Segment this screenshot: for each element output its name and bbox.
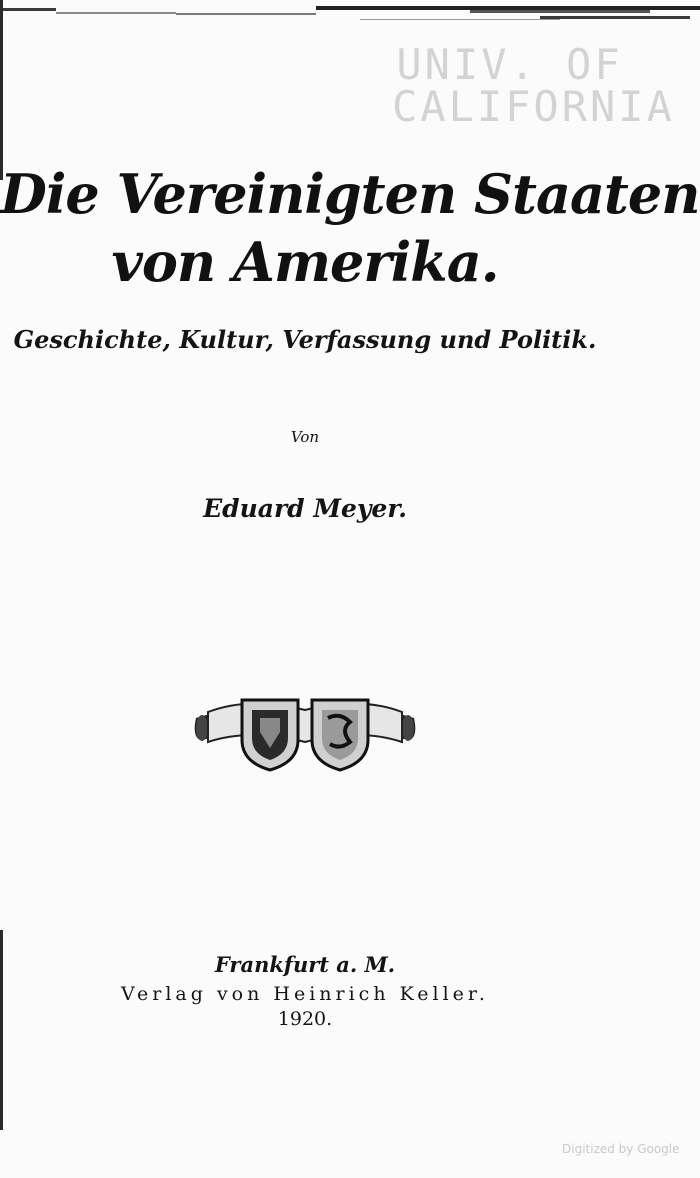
twin-shields-ornament-icon [190,688,420,774]
stamp-line-1: UNIV. OF [396,40,623,89]
library-stamp [392,40,675,131]
imprint-year: 1920. [277,1008,333,1030]
stamp-line-2: CALIFORNIA [392,82,675,131]
book-title-line-1: Die Vereinigten Staaten [0,162,700,226]
digitization-watermark: Digitized by Google [562,1142,680,1156]
author-name: Eduard Meyer. [203,494,407,523]
left-page-edge [0,0,3,180]
by-label: Von [290,428,320,446]
book-title-line-2: von Amerika. [111,230,499,294]
imprint-publisher: Verlag von Heinrich Keller. [121,983,489,1005]
imprint-place: Frankfurt a. M. [214,952,396,977]
scan-edge-marks [0,0,700,40]
book-subtitle: Geschichte, Kultur, Verfassung und Politik. [13,325,597,354]
